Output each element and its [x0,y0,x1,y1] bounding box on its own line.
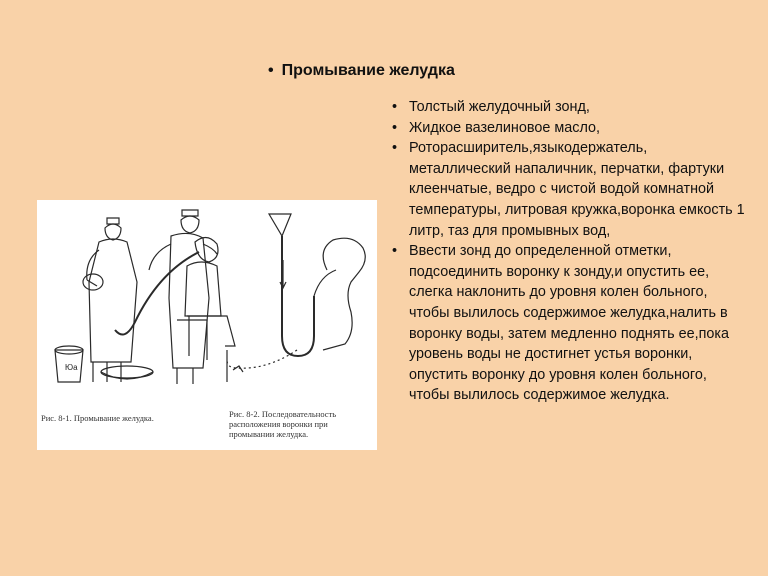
figure-caption-1: Рис. 8-1. Промывание желудка. [41,413,154,423]
list-item: • Роторасширитель,языкодержатель, металлический напаличник, перчатки, фартуки клеенчатые, ведро с чистой водой комнатной температуры, литровая кружка,воронка емкость 1 литр, таз для промывных вод, [390,138,750,241]
list-item: • Толстый желудочный зонд, [390,97,750,118]
figure-caption-2: Рис. 8-2. Последовательность расположения воронки при промывании желудка. [229,409,337,439]
bucket-label: Юа [65,363,78,372]
list-item: • Ввести зонд до определенной отметки, подсоединить воронку к зонду,и опустить ее, слегка наклонить до уровня колен больного, чтобы вылилось содержимое желудка,налить в воронку воды, затем медленно поднять ее,пока уровень воды не достигнет устья воронки, опустить воронку до уровня колен больного, чтобы вылилось содержимое желудка. [390,241,750,406]
content-list [390,97,750,406]
slide-title [268,62,455,80]
illustration-panel [37,200,377,450]
title-bullet: • [268,62,274,79]
list-item: • Жидкое вазелиновое масло, [390,118,750,139]
title-text: Промывание желудка [281,62,455,79]
